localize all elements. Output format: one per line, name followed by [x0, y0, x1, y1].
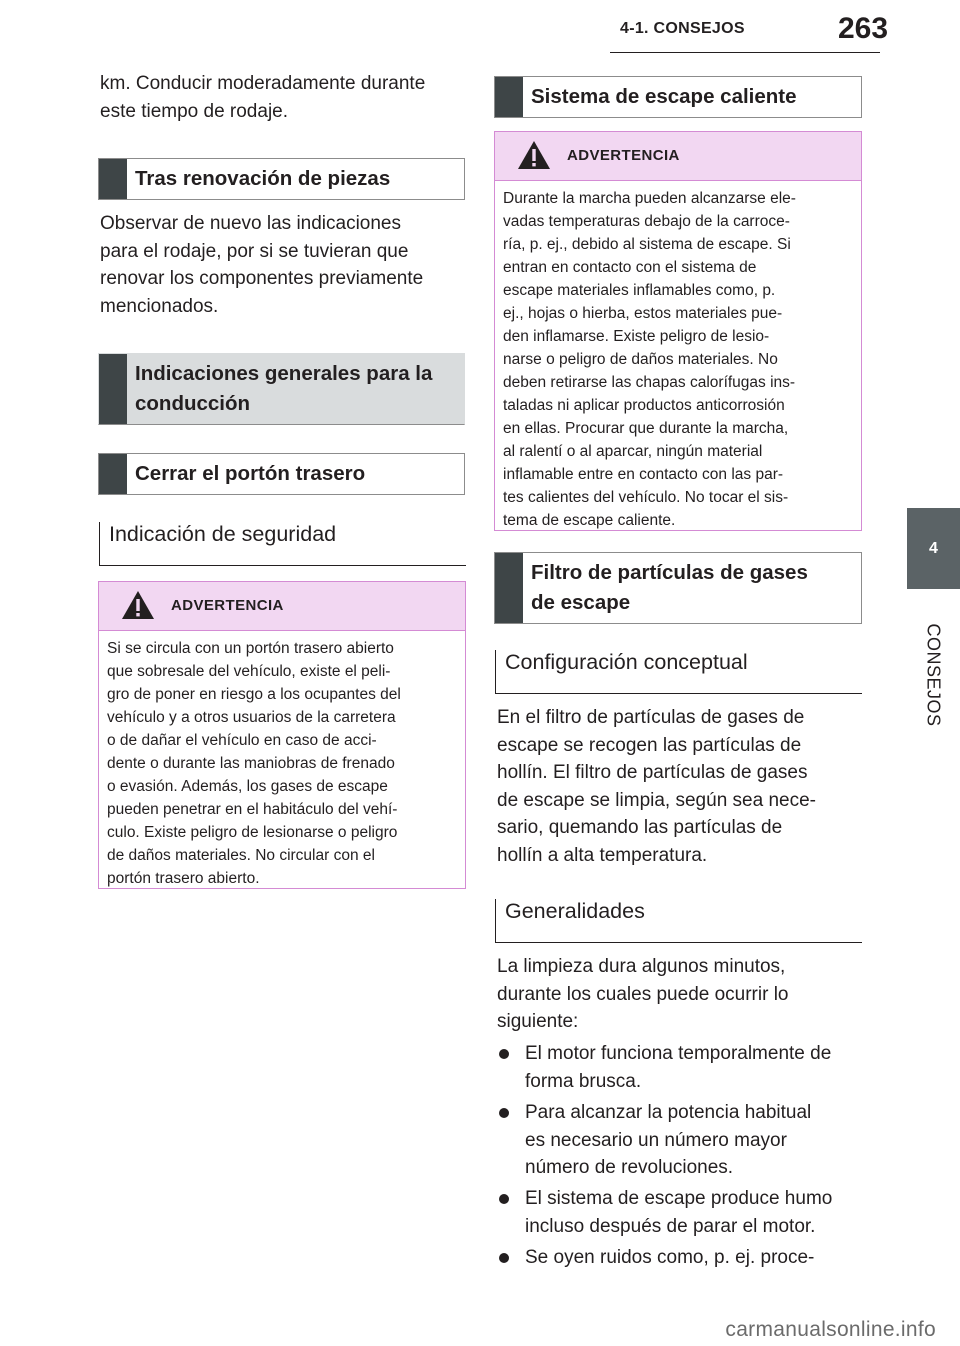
warning-box-escape — [494, 131, 862, 531]
warning-triangle-icon — [517, 140, 551, 170]
section-title: Tras renovación de piezas — [135, 167, 391, 190]
section-heading-filtro — [494, 552, 862, 624]
warning-box-porton — [98, 581, 466, 889]
text-line: para el rodaje, por si se tuvieran que — [100, 240, 409, 262]
warning-title: ADVERTENCIA — [171, 597, 284, 614]
warning-triangle-icon — [121, 590, 155, 620]
header-rule — [610, 52, 880, 53]
section-heading-escape — [494, 76, 862, 118]
warning-text: Si se circula con un portón trasero abierto que sobresale del vehículo, existe el peli- gro de poner en riesgo a los ocupantes del vehículo y a otros usuarios de la carretera o de dañar el vehículo en caso de acci- dente o durante las maniobras de frenado o evasión. Además, los gases de escape pueden penetrar en el habitáculo del vehí- culo. Existe peligro de lesionarse o peligro de daños materiales. No circular con el portón trasero abierto. — [107, 640, 401, 887]
text-line: mencionados. — [100, 295, 219, 317]
bullet-dot-icon — [499, 1194, 509, 1204]
intro-paragraph — [100, 70, 470, 125]
section-heading-renovacion — [98, 158, 465, 200]
section-title: Cerrar el portón trasero — [135, 462, 366, 485]
text-line: hollín. El filtro de partículas de gases — [497, 762, 808, 783]
text-line: hollín a alta temperatura. — [497, 844, 708, 866]
subheading-configuracion — [495, 650, 862, 694]
section-marker — [99, 159, 127, 199]
bullet-item: Se oyen ruidos como, p. ej. proce- — [499, 1244, 869, 1272]
chapter-tab-number: 4 — [929, 540, 938, 557]
section-marker — [495, 77, 523, 117]
section-heading-porton — [98, 453, 465, 495]
text-line: Observar de nuevo las indicaciones — [100, 213, 402, 234]
bullet-item: El motor funciona temporalmente de forma brusca. — [499, 1040, 869, 1095]
text-line: km. Conducir moderadamente durante — [100, 73, 426, 94]
section-title: Sistema de escape caliente — [531, 85, 797, 108]
subheading-generalidades — [495, 899, 862, 943]
subheading-text: Indicación de seguridad — [109, 522, 337, 546]
text-line: este tiempo de rodaje. — [100, 100, 289, 122]
subheading-text: Configuración conceptual — [505, 650, 748, 674]
bullet-item: El sistema de escape produce humo incluso después de parar el motor. — [499, 1185, 869, 1240]
renovacion-paragraph — [100, 210, 470, 320]
generalidades-paragraph — [497, 953, 867, 1036]
section-marker — [495, 553, 523, 623]
warning-title: ADVERTENCIA — [567, 147, 680, 164]
bullet-dot-icon — [499, 1253, 509, 1263]
chapter-side-label: CONSEJOS — [923, 623, 944, 727]
section-marker — [99, 454, 127, 494]
section-heading-indicaciones — [98, 353, 465, 425]
subheading-text: Generalidades — [505, 899, 645, 923]
text-line: En el filtro de partículas de gases de — [497, 707, 805, 728]
text-line: renovar los componentes previamente — [100, 268, 424, 289]
bullet-dot-icon — [499, 1049, 509, 1059]
text-line: de escape se limpia, según sea nece- — [497, 789, 816, 811]
subheading-seguridad — [99, 522, 466, 566]
warning-header — [99, 582, 465, 631]
bullet-dot-icon — [499, 1108, 509, 1118]
running-header-section: 4-1. CONSEJOS — [620, 20, 745, 37]
text-line: escape se recogen las partículas de — [497, 734, 802, 756]
watermark: carmanualsonline.info — [725, 1318, 936, 1341]
section-title: Indicaciones generales para la conducción — [135, 362, 433, 415]
configuracion-paragraph — [497, 704, 867, 869]
section-title: Filtro de partículas de gases de escape — [531, 561, 808, 614]
warning-text: Durante la marcha pueden alcanzarse ele- vadas temperaturas debajo de la carroce- ría, p. ej., debido al sistema de escape. Si entran en contacto con el sistema de escape materiales inflamables como, p. ej., hojas o hierba, estos materiales pue- den inflamarse. Existe peligro de lesio- narse o peligro de daños materiales. No deben retirarse las chapas calorífugas ins- taladas ni aplicar productos anticorrosión en ellas. Procurar que durante la marcha, al ralentí o al aparcar, ningún material inflamable entre en contacto con las par- tes calientes del vehículo. No tocar el sis- tema de escape caliente. — [503, 190, 796, 529]
text-line: sario, quemando las partículas de — [497, 817, 783, 838]
text-line: La limpieza dura algunos minutos, — [497, 956, 786, 977]
bullet-item: Para alcanzar la potencia habitual es necesario un número mayor número de revoluciones. — [499, 1099, 869, 1182]
page-number: 263 — [838, 12, 889, 45]
warning-header — [495, 132, 861, 181]
text-line: siguiente: — [497, 1011, 579, 1032]
text-line: durante los cuales puede ocurrir lo — [497, 983, 789, 1005]
section-marker — [99, 354, 127, 424]
